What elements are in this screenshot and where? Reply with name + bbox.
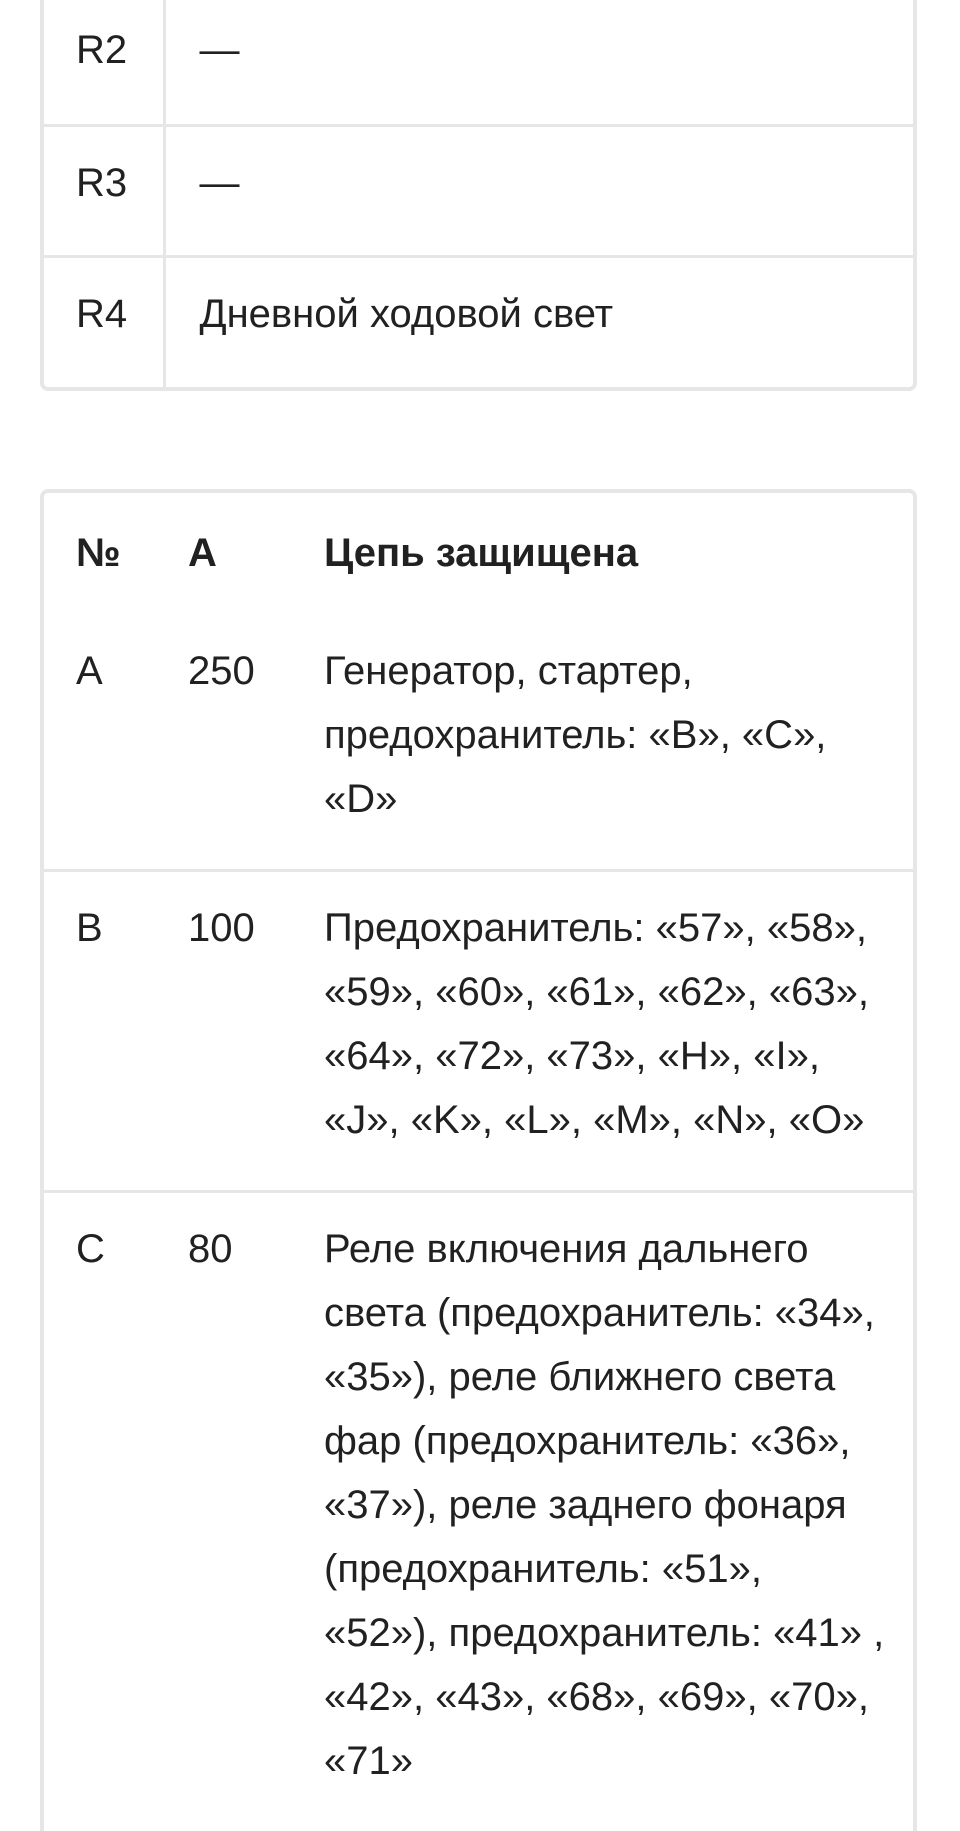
table-row [44,1192,913,1831]
fuse-num-cell: C [44,1192,188,1831]
header-circuit: Цепь защищена [324,493,913,615]
fuse-num-cell: A [44,615,188,871]
fuse-amps-cell: 80 [188,1192,324,1831]
relay-desc-cell: — [164,0,913,125]
relay-id-cell: R3 [44,125,164,256]
table-row [44,871,913,1192]
fuse-amps-cell: 100 [188,871,324,1192]
relay-id-cell: R2 [44,0,164,125]
fuse-table-container [40,489,917,1831]
fuse-amps-cell: 250 [188,615,324,871]
fuse-num-cell: B [44,871,188,1192]
table-row [44,256,913,387]
relay-table [44,0,913,387]
relay-desc-cell: Дневной ходовой свет [164,256,913,387]
fuse-circuit-cell: Реле включения дальнего света (предохранитель: «34», «35»), реле ближнего света фар (предохранитель: «36», «37»), реле заднего фонаря (предохранитель: «51», «52»), предохранитель: «41» , «42», «43», «68», «69», «70», «71» [324,1192,913,1831]
table-header-row [44,493,913,615]
header-num: № [44,493,188,615]
relay-table-container [40,0,917,391]
table-row [44,0,913,125]
fuse-circuit-cell: Генератор, стартер, предохранитель: «B», «C», «D» [324,615,913,871]
fuse-circuit-cell: Предохранитель: «57», «58», «59», «60», «61», «62», «63», «64», «72», «73», «H», «I», «J», «K», «L», «M», «N», «O» [324,871,913,1192]
fuse-table [44,493,913,1831]
table-row [44,615,913,871]
table-row [44,125,913,256]
relay-id-cell: R4 [44,256,164,387]
relay-desc-cell: — [164,125,913,256]
header-amps: A [188,493,324,615]
